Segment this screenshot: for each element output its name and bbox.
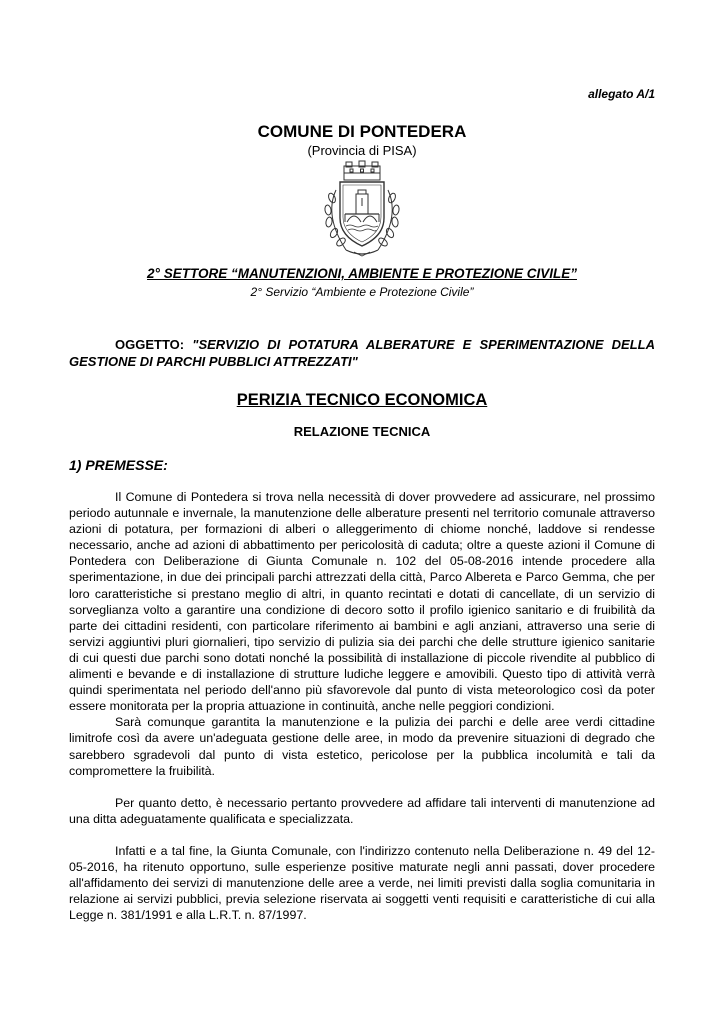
subject-block bbox=[69, 336, 655, 370]
report-title: PERIZIA TECNICO ECONOMICA bbox=[236, 391, 488, 409]
service-subtitle: 2° Servizio “Ambiente e Protezione Civile” bbox=[250, 285, 474, 299]
sector-title: 2° SETTORE “MANUTENZIONI, AMBIENTE E PROTEZIONE CIVILE” bbox=[147, 266, 577, 281]
attachment-label: allegato A/1 bbox=[588, 87, 655, 101]
subject-text: "SERVIZIO DI POTATURA ALBERATURE E SPERIMENTAZIONE DELLA GESTIONE DI PARCHI PUBBLICI ATTREZZATI" bbox=[69, 337, 655, 369]
report-subtitle: RELAZIONE TECNICA bbox=[293, 424, 431, 439]
paragraph: Per quanto detto, è necessario pertanto provvedere ad affidare tali interventi di manutenzione ad una ditta adeguatamente qualificata e specializzata. bbox=[69, 795, 655, 826]
section-body bbox=[69, 489, 655, 923]
municipality-name: COMUNE DI PONTEDERA bbox=[257, 122, 467, 141]
paragraph: Sarà comunque garantita la manutenzione e la pulizia dei parchi e delle aree verdi cittadine limitrofe così da avere un'adeguata gestione delle aree, in modo da prevenire situazioni di degrado che sarebbero sgradevoli dal punto di vista estetico, pericolose per la pubblica incolumità e tali da compromettere la fruibilità. bbox=[69, 715, 655, 778]
paragraph: Il Comune di Pontedera si trova nella necessità di dover provvedere ad assicurare, nel prossimo periodo autunnale e invernale, la manutenzione delle alberature presenti nel territorio comunale attraverso azioni di potatura, per formazioni di alberi o alleggerimento di chiome nonché, laddove si rendesse necessario, anche ad azioni di abbattimento per pericolosità di caduta; oltre a queste azioni il Comune di Pontedera con Deliberazione di Giunta Comunale n. 102 del 05-08-2016 intende procedere alla sperimentazione, in due dei principali parchi attrezzati della città, Parco Albereta e Parco Gemma, che per loro caratteristiche si prestano meglio di altri, in quanto recintati e dotati di cancellate, di un servizio di sorveglianza volto a garantire una condizione di decoro sotto il profilo igienico sanitario e di fruibilità da parte dei cittadini residenti, con particolare riferimento ai bambini e agli anziani, attraverso una serie di servizi aggiuntivi pluri giornalieri, tipo servizio di pulizia sia dei parchi che delle strutture igienico sanitarie di cui questi due parchi sono dotati nonché la possibilità di installazione di piccole rivendite al pubblico di alimenti e bevande e di installazione di strutture ludiche leggere e amovibili. Questo tipo di attività verrà quindi sperimentata nel periodo dell'anno più sfavorevole dal punto di vista meteorologico così da poter essere monitorata per la propria attuazione in continuità, anche nelle peggiori condizioni. bbox=[69, 490, 655, 714]
subject-label: OGGETTO: bbox=[115, 337, 185, 352]
province-name: (Provincia di PISA) bbox=[307, 143, 417, 158]
paragraph: Infatti e a tal fine, la Giunta Comunale, con l'indirizzo contenuto nella Deliberazione n. 49 del 12-05-2016, ha ritenuto opportuno, sulle esperienze positive maturate negli anni passati, dover procedere all'affidamento dei servizi di manutenzione delle aree a verde, nei limiti previsti dalla soglia comunitaria in relazione ai servizi pubblici, previa selezione riservata ai soggetti venti requisiti e caratteristiche di cui alla Legge n. 381/1991 e alla L.R.T. n. 87/1997. bbox=[69, 843, 655, 923]
municipal-crest-icon bbox=[316, 160, 408, 260]
section-heading: 1) PREMESSE: bbox=[69, 457, 168, 473]
